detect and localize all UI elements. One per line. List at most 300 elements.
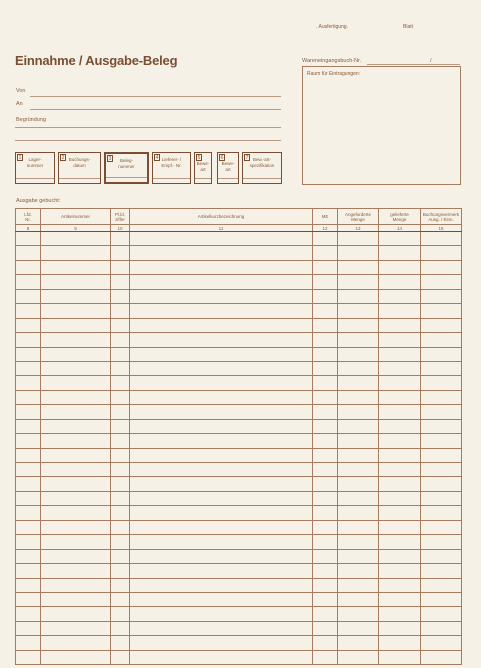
table-cell[interactable] bbox=[379, 592, 421, 606]
table-cell[interactable] bbox=[338, 347, 379, 361]
table-row bbox=[16, 564, 462, 578]
table-cell[interactable] bbox=[421, 275, 462, 289]
table-cell[interactable] bbox=[338, 275, 379, 289]
table-cell[interactable] bbox=[379, 520, 421, 534]
table-cell[interactable] bbox=[130, 304, 313, 318]
table-cell[interactable] bbox=[421, 347, 462, 361]
table-row bbox=[16, 463, 462, 477]
table-cell[interactable] bbox=[313, 477, 338, 491]
table-cell[interactable] bbox=[16, 246, 41, 260]
table-cell[interactable] bbox=[130, 361, 313, 375]
table-cell[interactable] bbox=[130, 405, 313, 419]
table-cell[interactable] bbox=[130, 318, 313, 332]
table-cell[interactable] bbox=[379, 361, 421, 375]
table-cell[interactable] bbox=[130, 463, 313, 477]
wareneingang-line[interactable] bbox=[367, 64, 460, 65]
table-cell[interactable] bbox=[313, 246, 338, 260]
table-cell[interactable] bbox=[16, 607, 41, 621]
table-cell[interactable] bbox=[313, 333, 338, 347]
table-cell[interactable] bbox=[379, 578, 421, 592]
table-cell[interactable] bbox=[111, 390, 130, 404]
table-cell[interactable] bbox=[338, 318, 379, 332]
table-cell[interactable] bbox=[130, 520, 313, 534]
table-cell[interactable] bbox=[130, 506, 313, 520]
table-cell[interactable] bbox=[41, 491, 111, 505]
code-box-number: 5 bbox=[197, 155, 201, 161]
table-row bbox=[16, 636, 462, 650]
table-cell[interactable] bbox=[421, 246, 462, 260]
code-box-buchungsdatum[interactable] bbox=[58, 152, 101, 184]
table-cell[interactable] bbox=[379, 275, 421, 289]
table-cell[interactable] bbox=[421, 289, 462, 303]
table-cell[interactable] bbox=[313, 232, 338, 246]
table-cell[interactable] bbox=[379, 405, 421, 419]
table-cell[interactable] bbox=[379, 477, 421, 491]
table-cell[interactable] bbox=[379, 333, 421, 347]
table-cell[interactable] bbox=[313, 564, 338, 578]
table-cell[interactable] bbox=[130, 289, 313, 303]
table-cell[interactable] bbox=[130, 535, 313, 549]
table-cell[interactable] bbox=[41, 361, 111, 375]
table-cell[interactable] bbox=[379, 564, 421, 578]
table-cell[interactable] bbox=[16, 578, 41, 592]
table-cell[interactable] bbox=[421, 390, 462, 404]
table-cell[interactable] bbox=[421, 636, 462, 650]
table-cell[interactable] bbox=[130, 448, 313, 462]
table-cell[interactable] bbox=[16, 419, 41, 433]
col-header-artikelkurzbezeichnung: Artikelkurzbezeichnung bbox=[130, 209, 313, 225]
table-cell[interactable] bbox=[421, 592, 462, 606]
table-cell[interactable] bbox=[41, 376, 111, 390]
table-cell[interactable] bbox=[16, 535, 41, 549]
table-cell[interactable] bbox=[379, 376, 421, 390]
table-cell[interactable] bbox=[313, 549, 338, 563]
table-cell[interactable] bbox=[313, 405, 338, 419]
table-cell[interactable] bbox=[421, 318, 462, 332]
table-cell[interactable] bbox=[313, 578, 338, 592]
table-cell[interactable] bbox=[379, 434, 421, 448]
table-cell[interactable] bbox=[313, 361, 338, 375]
table-cell[interactable] bbox=[16, 260, 41, 274]
table-cell[interactable] bbox=[338, 434, 379, 448]
table-cell[interactable] bbox=[130, 434, 313, 448]
blatt-label: Blatt bbox=[403, 24, 414, 30]
table-cell[interactable] bbox=[16, 636, 41, 650]
table-cell[interactable] bbox=[16, 506, 41, 520]
table-cell[interactable] bbox=[313, 520, 338, 534]
table-cell[interactable] bbox=[41, 304, 111, 318]
code-box-ticks bbox=[153, 178, 190, 183]
table-cell[interactable] bbox=[130, 549, 313, 563]
table-cell[interactable] bbox=[379, 318, 421, 332]
table-cell[interactable] bbox=[338, 578, 379, 592]
code-box-ticks bbox=[16, 178, 54, 183]
table-row bbox=[16, 578, 462, 592]
table-cell[interactable] bbox=[338, 448, 379, 462]
table-cell[interactable] bbox=[130, 347, 313, 361]
table-cell[interactable] bbox=[111, 448, 130, 462]
table-cell[interactable] bbox=[130, 477, 313, 491]
table-cell[interactable] bbox=[313, 448, 338, 462]
table-cell[interactable] bbox=[41, 405, 111, 419]
table-row bbox=[16, 246, 462, 260]
table-cell[interactable] bbox=[379, 549, 421, 563]
table-cell[interactable] bbox=[41, 592, 111, 606]
table-cell[interactable] bbox=[111, 520, 130, 534]
table-cell[interactable] bbox=[111, 361, 130, 375]
table-cell[interactable] bbox=[338, 621, 379, 635]
table-row bbox=[16, 592, 462, 606]
table-cell[interactable] bbox=[313, 506, 338, 520]
col-header-artikelnummer: Artikelnummer bbox=[41, 209, 111, 225]
table-cell[interactable] bbox=[41, 347, 111, 361]
table-cell[interactable] bbox=[421, 376, 462, 390]
table-row bbox=[16, 506, 462, 520]
table-row bbox=[16, 405, 462, 419]
table-cell[interactable] bbox=[16, 405, 41, 419]
table-cell[interactable] bbox=[16, 361, 41, 375]
table-row bbox=[16, 318, 462, 332]
table-cell[interactable] bbox=[379, 448, 421, 462]
table-cell[interactable] bbox=[111, 318, 130, 332]
table-cell[interactable] bbox=[379, 347, 421, 361]
table-cell[interactable] bbox=[338, 564, 379, 578]
table-cell[interactable] bbox=[379, 232, 421, 246]
table-cell[interactable] bbox=[16, 520, 41, 534]
table-cell[interactable] bbox=[111, 232, 130, 246]
table-cell[interactable] bbox=[338, 232, 379, 246]
table-cell[interactable] bbox=[111, 578, 130, 592]
table-cell[interactable] bbox=[379, 491, 421, 505]
code-box-ticks bbox=[106, 177, 147, 182]
table-cell[interactable] bbox=[313, 347, 338, 361]
table-row bbox=[16, 289, 462, 303]
table-cell[interactable] bbox=[16, 390, 41, 404]
table-cell[interactable] bbox=[111, 650, 130, 664]
table-cell[interactable] bbox=[130, 260, 313, 274]
table-cell[interactable] bbox=[111, 636, 130, 650]
code-box-label: Beleg- nummer bbox=[118, 158, 135, 169]
table-cell[interactable] bbox=[41, 434, 111, 448]
table-cell[interactable] bbox=[111, 564, 130, 578]
table-cell[interactable] bbox=[41, 477, 111, 491]
table-cell[interactable] bbox=[379, 419, 421, 433]
table-cell[interactable] bbox=[41, 260, 111, 274]
table-cell[interactable] bbox=[379, 636, 421, 650]
table-cell[interactable] bbox=[41, 564, 111, 578]
table-cell[interactable] bbox=[130, 564, 313, 578]
table-row bbox=[16, 304, 462, 318]
table-cell[interactable] bbox=[16, 491, 41, 505]
table-row bbox=[16, 549, 462, 563]
code-box-number: 2 bbox=[61, 155, 65, 161]
table-cell[interactable] bbox=[338, 376, 379, 390]
an-label: An bbox=[16, 101, 23, 107]
table-cell[interactable] bbox=[313, 621, 338, 635]
code-box-ticks bbox=[243, 178, 281, 183]
table-cell[interactable] bbox=[338, 477, 379, 491]
code-box-belegnummer[interactable] bbox=[104, 152, 149, 184]
table-cell[interactable] bbox=[111, 304, 130, 318]
table-cell[interactable] bbox=[421, 304, 462, 318]
table-cell[interactable] bbox=[313, 260, 338, 274]
table-cell[interactable] bbox=[421, 578, 462, 592]
table-cell[interactable] bbox=[313, 318, 338, 332]
code-box-label: Bewe- art bbox=[196, 161, 210, 172]
table-cell[interactable] bbox=[338, 260, 379, 274]
table-cell[interactable] bbox=[16, 621, 41, 635]
table-cell[interactable] bbox=[130, 621, 313, 635]
table-cell[interactable] bbox=[41, 650, 111, 664]
table-cell[interactable] bbox=[313, 463, 338, 477]
table-cell[interactable] bbox=[41, 549, 111, 563]
table-cell[interactable] bbox=[379, 607, 421, 621]
table-cell[interactable] bbox=[41, 520, 111, 534]
table-cell[interactable] bbox=[421, 419, 462, 433]
table-cell[interactable] bbox=[313, 607, 338, 621]
table-cell[interactable] bbox=[421, 621, 462, 635]
table-cell[interactable] bbox=[111, 275, 130, 289]
table-cell[interactable] bbox=[338, 650, 379, 664]
table-cell[interactable] bbox=[338, 463, 379, 477]
table-cell[interactable] bbox=[16, 564, 41, 578]
table-cell[interactable] bbox=[338, 491, 379, 505]
table-cell[interactable] bbox=[379, 304, 421, 318]
table-cell[interactable] bbox=[111, 477, 130, 491]
col-header-prufziffer: Pl.ld. ziffer bbox=[111, 209, 130, 225]
table-cell[interactable] bbox=[41, 535, 111, 549]
table-cell[interactable] bbox=[379, 390, 421, 404]
an-line[interactable] bbox=[30, 109, 281, 110]
table-cell[interactable] bbox=[338, 333, 379, 347]
code-box-label: Lieferer- / Empf.- Nr. bbox=[161, 157, 182, 168]
von-line[interactable] bbox=[30, 96, 281, 97]
table-cell[interactable] bbox=[421, 477, 462, 491]
table-cell[interactable] bbox=[313, 636, 338, 650]
code-box-bewegungsart-1[interactable] bbox=[194, 152, 212, 184]
table-cell[interactable] bbox=[41, 333, 111, 347]
table-cell[interactable] bbox=[421, 549, 462, 563]
table-cell[interactable] bbox=[16, 376, 41, 390]
table-cell[interactable] bbox=[338, 246, 379, 260]
table-cell[interactable] bbox=[421, 506, 462, 520]
table-cell[interactable] bbox=[16, 549, 41, 563]
table-cell[interactable] bbox=[41, 318, 111, 332]
table-cell[interactable] bbox=[379, 260, 421, 274]
table-cell[interactable] bbox=[338, 390, 379, 404]
table-cell[interactable] bbox=[41, 419, 111, 433]
table-cell[interactable] bbox=[41, 578, 111, 592]
table-cell[interactable] bbox=[111, 434, 130, 448]
col-number: 15 bbox=[421, 225, 462, 232]
table-cell[interactable] bbox=[421, 333, 462, 347]
table-cell[interactable] bbox=[379, 246, 421, 260]
table-cell[interactable] bbox=[130, 491, 313, 505]
code-box-number: 4 bbox=[155, 155, 159, 161]
table-cell[interactable] bbox=[16, 434, 41, 448]
table-cell[interactable] bbox=[338, 636, 379, 650]
table-cell[interactable] bbox=[338, 289, 379, 303]
table-cell[interactable] bbox=[421, 491, 462, 505]
table-cell[interactable] bbox=[41, 463, 111, 477]
table-cell[interactable] bbox=[41, 232, 111, 246]
table-cell[interactable] bbox=[338, 607, 379, 621]
table-cell[interactable] bbox=[421, 463, 462, 477]
table-cell[interactable] bbox=[16, 232, 41, 246]
table-cell[interactable] bbox=[111, 535, 130, 549]
table-cell[interactable] bbox=[16, 289, 41, 303]
table-cell[interactable] bbox=[379, 621, 421, 635]
table-row bbox=[16, 390, 462, 404]
table-cell[interactable] bbox=[421, 434, 462, 448]
table-cell[interactable] bbox=[338, 361, 379, 375]
table-cell[interactable] bbox=[111, 506, 130, 520]
ausfertigung-label: . Ausfertigung. bbox=[316, 24, 348, 30]
table-cell[interactable] bbox=[421, 448, 462, 462]
code-box-ticks bbox=[59, 178, 100, 183]
table-cell[interactable] bbox=[111, 405, 130, 419]
table-cell[interactable] bbox=[130, 592, 313, 606]
code-box-label: Buchungs- datum bbox=[68, 157, 91, 168]
table-row bbox=[16, 361, 462, 375]
table-cell[interactable] bbox=[130, 636, 313, 650]
table-cell[interactable] bbox=[111, 463, 130, 477]
code-box-label: Bew.-art- spezifikation bbox=[249, 157, 275, 168]
table-cell[interactable] bbox=[313, 592, 338, 606]
code-box-number: 6 bbox=[220, 155, 224, 161]
col-header-lfd-nr: Lfd. Nr. bbox=[16, 209, 41, 225]
table-cell[interactable] bbox=[41, 636, 111, 650]
table-cell[interactable] bbox=[421, 405, 462, 419]
table-cell[interactable] bbox=[130, 275, 313, 289]
table-cell[interactable] bbox=[130, 607, 313, 621]
table-cell[interactable] bbox=[16, 275, 41, 289]
table-cell[interactable] bbox=[111, 607, 130, 621]
table-cell[interactable] bbox=[379, 535, 421, 549]
table-cell[interactable] bbox=[338, 405, 379, 419]
table-cell[interactable] bbox=[338, 549, 379, 563]
code-box-lagernummer[interactable] bbox=[15, 152, 55, 184]
table-cell[interactable] bbox=[313, 650, 338, 664]
table-cell[interactable] bbox=[421, 535, 462, 549]
table-cell[interactable] bbox=[130, 650, 313, 664]
table-row bbox=[16, 607, 462, 621]
table-cell[interactable] bbox=[111, 592, 130, 606]
table-cell[interactable] bbox=[16, 304, 41, 318]
table-row bbox=[16, 520, 462, 534]
table-cell[interactable] bbox=[41, 506, 111, 520]
table-cell[interactable] bbox=[421, 260, 462, 274]
table-cell[interactable] bbox=[421, 564, 462, 578]
col-header-me: ME bbox=[313, 209, 338, 225]
code-box-number: 3 bbox=[108, 156, 112, 162]
table-cell[interactable] bbox=[338, 520, 379, 534]
table-cell[interactable] bbox=[313, 390, 338, 404]
table-cell[interactable] bbox=[379, 506, 421, 520]
table-cell[interactable] bbox=[16, 318, 41, 332]
begruendung-line-2[interactable] bbox=[15, 140, 281, 141]
table-cell[interactable] bbox=[313, 304, 338, 318]
table-header-row bbox=[16, 209, 462, 225]
table-cell[interactable] bbox=[111, 376, 130, 390]
table-cell[interactable] bbox=[16, 448, 41, 462]
table-cell[interactable] bbox=[130, 232, 313, 246]
table-cell[interactable] bbox=[313, 491, 338, 505]
col-number: 10 bbox=[111, 225, 130, 232]
table-cell[interactable] bbox=[41, 246, 111, 260]
table-row bbox=[16, 333, 462, 347]
table-cell[interactable] bbox=[41, 621, 111, 635]
table-cell[interactable] bbox=[111, 333, 130, 347]
table-cell[interactable] bbox=[16, 347, 41, 361]
table-row bbox=[16, 621, 462, 635]
table-cell[interactable] bbox=[130, 419, 313, 433]
table-cell[interactable] bbox=[313, 376, 338, 390]
table-cell[interactable] bbox=[111, 289, 130, 303]
table-cell[interactable] bbox=[111, 491, 130, 505]
table-row bbox=[16, 434, 462, 448]
table-cell[interactable] bbox=[16, 650, 41, 664]
code-box-spezifikation[interactable] bbox=[242, 152, 282, 184]
table-row bbox=[16, 448, 462, 462]
table-cell[interactable] bbox=[130, 390, 313, 404]
table-cell[interactable] bbox=[130, 578, 313, 592]
table-cell[interactable] bbox=[421, 520, 462, 534]
table-cell[interactable] bbox=[379, 650, 421, 664]
raum-fuer-eintragungen-box[interactable] bbox=[302, 66, 461, 185]
table-cell[interactable] bbox=[130, 333, 313, 347]
table-cell[interactable] bbox=[379, 463, 421, 477]
table-cell[interactable] bbox=[130, 376, 313, 390]
code-box-lieferer-nr[interactable] bbox=[152, 152, 191, 184]
table-cell[interactable] bbox=[338, 419, 379, 433]
table-cell[interactable] bbox=[421, 650, 462, 664]
table-cell[interactable] bbox=[111, 347, 130, 361]
table-cell[interactable] bbox=[421, 607, 462, 621]
table-cell[interactable] bbox=[421, 361, 462, 375]
table-cell[interactable] bbox=[41, 448, 111, 462]
table-cell[interactable] bbox=[111, 621, 130, 635]
begruendung-line-1[interactable] bbox=[15, 127, 281, 128]
table-cell[interactable] bbox=[111, 260, 130, 274]
table-cell[interactable] bbox=[338, 592, 379, 606]
table-cell[interactable] bbox=[41, 390, 111, 404]
table-cell[interactable] bbox=[338, 506, 379, 520]
table-cell[interactable] bbox=[379, 289, 421, 303]
table-cell[interactable] bbox=[16, 333, 41, 347]
table-cell[interactable] bbox=[16, 592, 41, 606]
table-cell[interactable] bbox=[313, 275, 338, 289]
table-cell[interactable] bbox=[41, 289, 111, 303]
table-cell[interactable] bbox=[130, 246, 313, 260]
table-cell[interactable] bbox=[338, 535, 379, 549]
table-cell[interactable] bbox=[111, 246, 130, 260]
table-cell[interactable] bbox=[16, 477, 41, 491]
table-cell[interactable] bbox=[16, 463, 41, 477]
table-cell[interactable] bbox=[421, 232, 462, 246]
code-box-bewegungsart-2[interactable] bbox=[217, 152, 239, 184]
table-cell[interactable] bbox=[313, 434, 338, 448]
table-cell[interactable] bbox=[41, 607, 111, 621]
table-cell[interactable] bbox=[111, 419, 130, 433]
table-cell[interactable] bbox=[313, 289, 338, 303]
table-cell[interactable] bbox=[41, 275, 111, 289]
table-cell[interactable] bbox=[313, 419, 338, 433]
table-cell[interactable] bbox=[313, 535, 338, 549]
table-cell[interactable] bbox=[338, 304, 379, 318]
wareneingang-label: Wareneingangsbuch-Nr. bbox=[302, 58, 362, 64]
table-cell[interactable] bbox=[111, 549, 130, 563]
